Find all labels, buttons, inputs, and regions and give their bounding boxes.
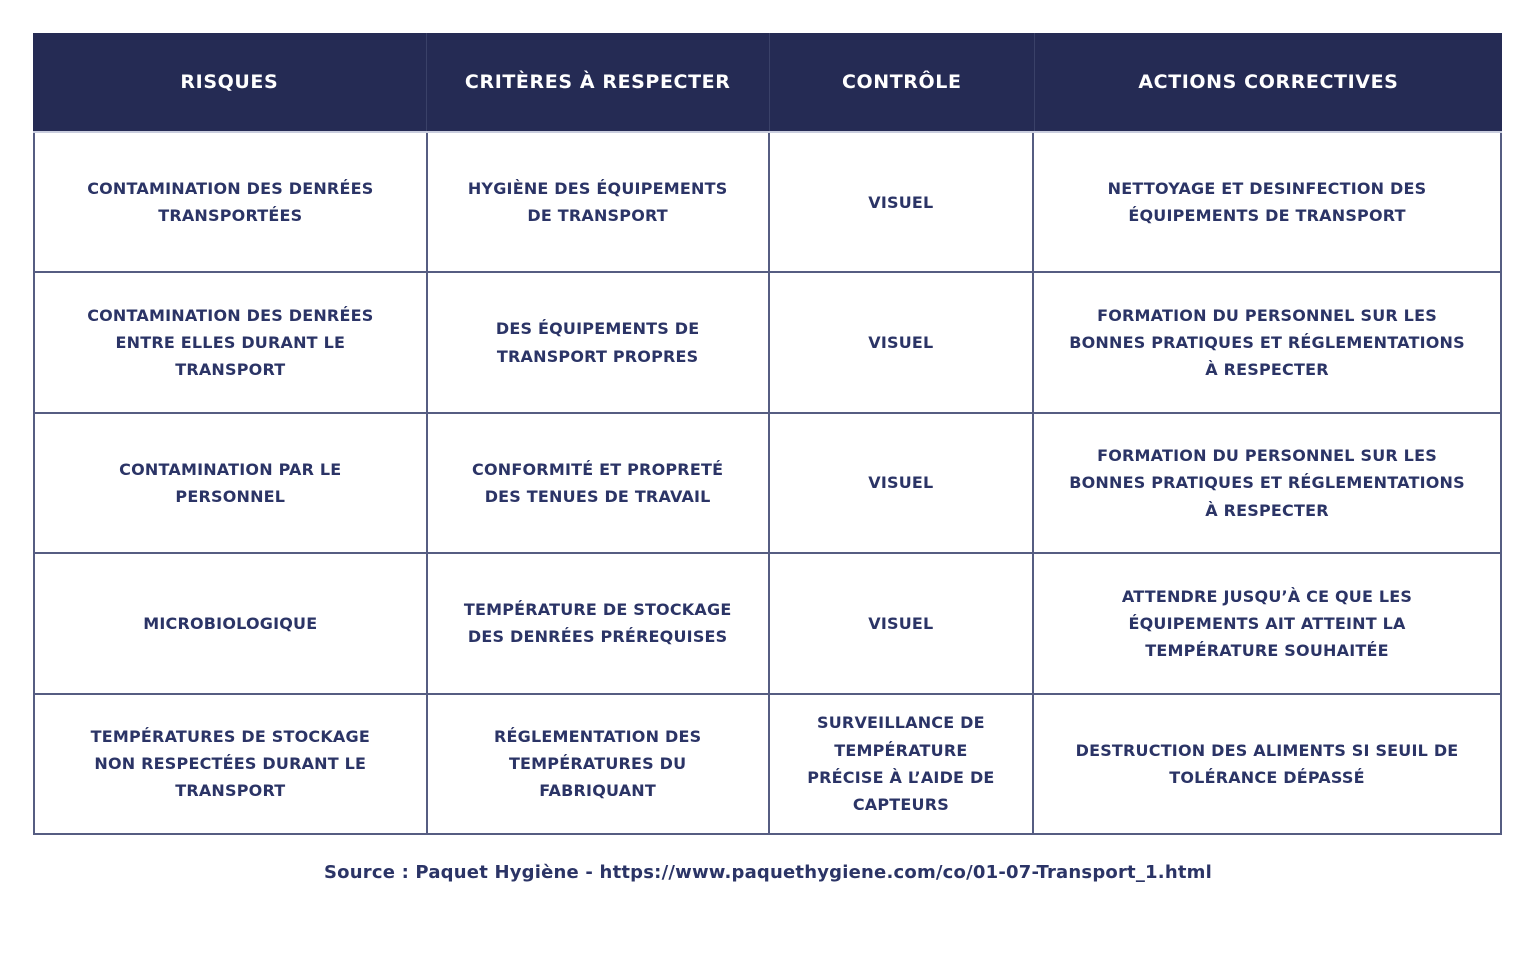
cell-critere: RÉGLEMENTATION DES TEMPÉRATURES DU FABRIQUANT	[428, 695, 770, 833]
cell-critere: CONFORMITÉ ET PROPRETÉ DES TENUES DE TRAVAIL	[428, 414, 770, 552]
table-row	[35, 414, 1500, 554]
column-header-risques: RISQUES	[33, 33, 427, 131]
cell-risque: CONTAMINATION DES DENRÉES TRANSPORTÉES	[35, 133, 428, 271]
cell-critere: DES ÉQUIPEMENTS DE TRANSPORT PROPRES	[428, 273, 770, 411]
cell-action: DESTRUCTION DES ALIMENTS SI SEUIL DE TOLÉRANCE DÉPASSÉ	[1075, 740, 1459, 787]
cell-risque: CONTAMINATION PAR LE PERSONNEL	[35, 414, 428, 552]
cell-risque: CONTAMINATION DES DENRÉES ENTRE ELLES DURANT LE TRANSPORT	[35, 273, 428, 411]
column-header-actions: ACTIONS CORRECTIVES	[1138, 71, 1399, 93]
table-row	[35, 133, 1500, 273]
table-header-row	[33, 33, 1502, 133]
cell-controle: VISUEL	[770, 554, 1034, 692]
cell-action: FORMATION DU PERSONNEL SUR LES BONNES PRATIQUES ET RÉGLEMENTATIONS À RESPECTER	[1069, 305, 1465, 380]
cell-action: FORMATION DU PERSONNEL SUR LES BONNES PRATIQUES ET RÉGLEMENTATIONS À RESPECTER	[1069, 446, 1465, 520]
cell-critere: TEMPÉRATURE DE STOCKAGE DES DENRÉES PRÉREQUISES	[428, 554, 770, 692]
risk-criteria-table	[33, 33, 1502, 835]
cell-action: NETTOYAGE ET DESINFECTION DES ÉQUIPEMENTS DE TRANSPORT	[1107, 179, 1427, 226]
table-body	[33, 133, 1502, 835]
cell-controle: SURVEILLANCE DE TEMPÉRATURE PRÉCISE À L’AIDE DE CAPTEURS	[770, 695, 1034, 833]
cell-controle: VISUEL	[770, 414, 1034, 552]
cell-controle: VISUEL	[770, 133, 1034, 271]
table-row	[35, 554, 1500, 694]
column-header-criteres: CRITÈRES À RESPECTER	[427, 33, 770, 131]
table-row	[35, 695, 1500, 833]
source-citation: Source : Paquet Hygiène - https://www.paquethygiene.com/co/01-07-Transport_1.html	[324, 862, 1212, 883]
table-row	[35, 273, 1500, 413]
column-header-controle: CONTRÔLE	[770, 33, 1035, 131]
cell-critere: HYGIÈNE DES ÉQUIPEMENTS DE TRANSPORT	[428, 133, 770, 271]
cell-risque: MICROBIOLOGIQUE	[35, 554, 428, 692]
cell-controle: VISUEL	[770, 273, 1034, 411]
cell-risque: TEMPÉRATURES DE STOCKAGE NON RESPECTÉES DURANT LE TRANSPORT	[35, 695, 428, 833]
cell-action: ATTENDRE JUSQU’À CE QUE LES ÉQUIPEMENTS AIT ATTEINT LA TEMPÉRATURE SOUHAITÉE	[1121, 586, 1413, 661]
